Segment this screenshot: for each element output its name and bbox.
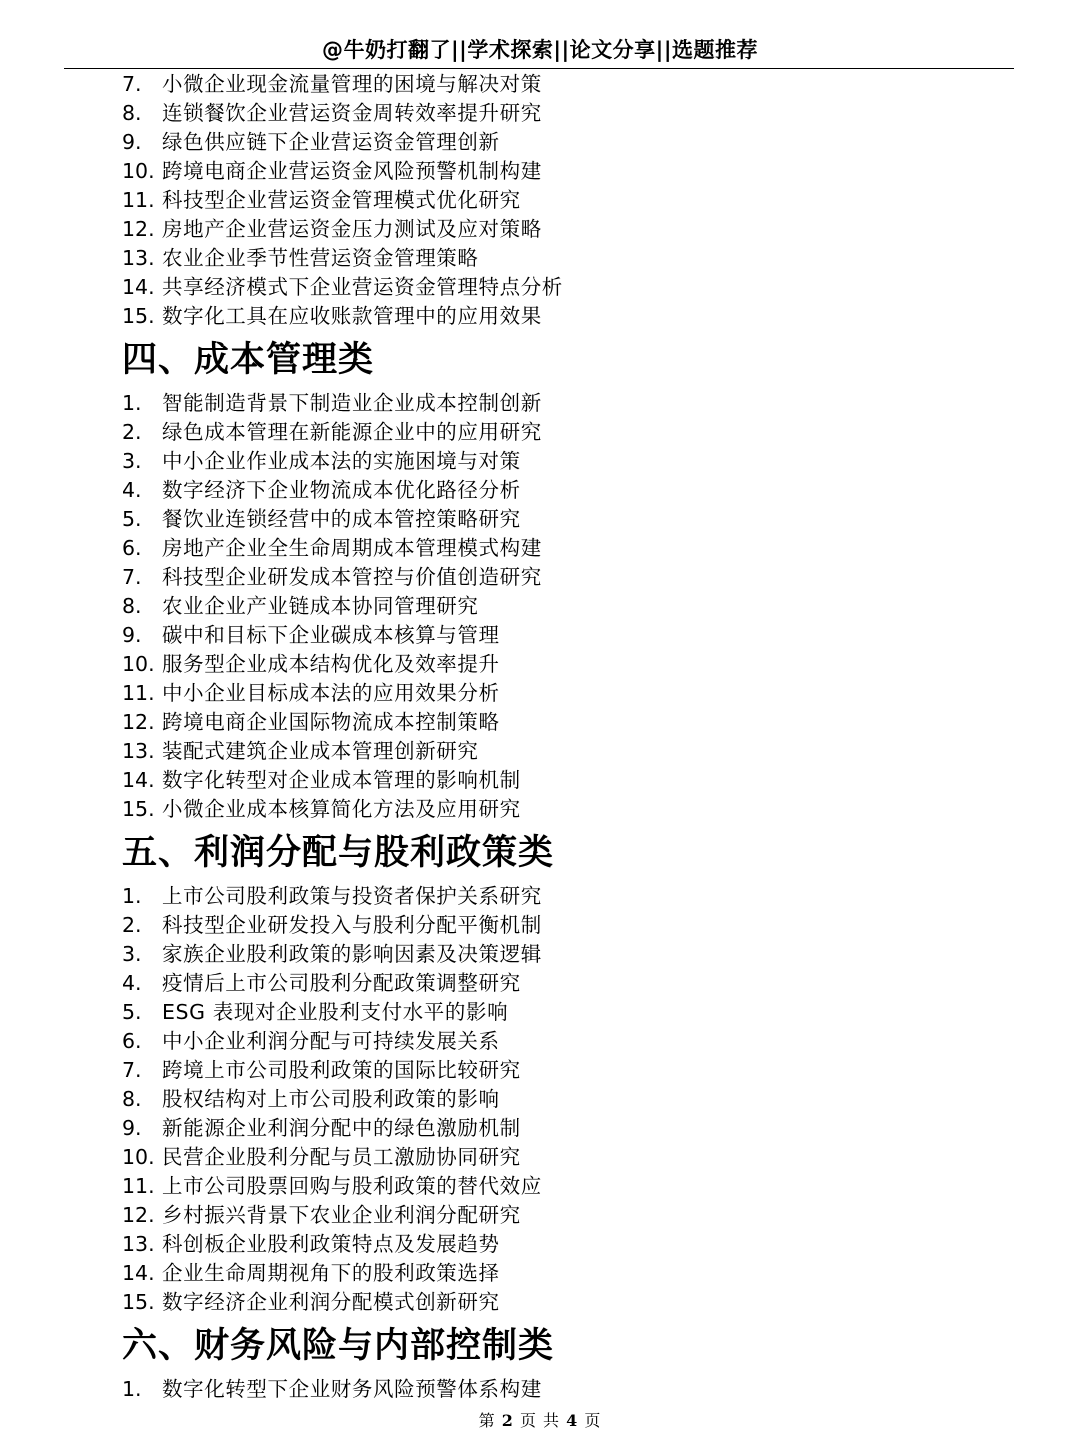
list-item	[122, 621, 1002, 650]
list-item	[122, 99, 1002, 128]
item-number: 13.	[122, 739, 155, 763]
item-number: 7.	[122, 72, 142, 96]
item-number: 11.	[122, 188, 155, 212]
item-text: 跨境电商企业国际物流成本控制策略	[162, 710, 500, 734]
item-text: 农业企业季节性营运资金管理策略	[162, 246, 479, 270]
list-item	[122, 1027, 1002, 1056]
item-number: 14.	[122, 275, 155, 299]
footer-middle: 页 共	[519, 1411, 561, 1430]
list-item	[122, 766, 1002, 795]
list-item	[122, 447, 1002, 476]
list-item	[122, 882, 1002, 911]
list-item	[122, 563, 1002, 592]
item-number: 13.	[122, 1232, 155, 1256]
item-number: 15.	[122, 797, 155, 821]
item-number: 10.	[122, 159, 155, 183]
item-text: 餐饮业连锁经营中的成本管控策略研究	[162, 507, 521, 531]
item-number: 3.	[122, 942, 142, 966]
total-page-count: 4	[566, 1411, 579, 1430]
item-text: 数字经济下企业物流成本优化路径分析	[162, 478, 521, 502]
item-number: 6.	[122, 1029, 142, 1053]
item-text: 民营企业股利分配与员工激励协同研究	[162, 1145, 521, 1169]
item-number: 14.	[122, 768, 155, 792]
list-item	[122, 1230, 1002, 1259]
document-body	[122, 70, 1002, 1404]
item-text: 企业生命周期视角下的股利政策选择	[162, 1261, 500, 1285]
item-number: 4.	[122, 971, 142, 995]
header-divider	[64, 68, 1014, 69]
item-text: 绿色成本管理在新能源企业中的应用研究	[162, 420, 542, 444]
page-header: @牛奶打翻了||学术探索||论文分享||选题推荐	[321, 38, 759, 62]
item-number: 6.	[122, 536, 142, 560]
item-text: 碳中和目标下企业碳成本核算与管理	[162, 623, 500, 647]
list-item	[122, 650, 1002, 679]
list-item	[122, 737, 1002, 766]
list-item	[122, 1259, 1002, 1288]
item-text: 科创板企业股利政策特点及发展趋势	[162, 1232, 500, 1256]
item-text: 装配式建筑企业成本管理创新研究	[162, 739, 479, 763]
section	[122, 331, 1002, 824]
list-item	[122, 940, 1002, 969]
item-number: 9.	[122, 130, 142, 154]
item-number: 5.	[122, 1000, 142, 1024]
current-page-number: 2	[501, 1411, 514, 1430]
list-item	[122, 1085, 1002, 1114]
list-item	[122, 418, 1002, 447]
item-text: 数字经济企业利润分配模式创新研究	[162, 1290, 500, 1314]
item-text: 家族企业股利政策的影响因素及决策逻辑	[162, 942, 542, 966]
list-item	[122, 592, 1002, 621]
item-number: 7.	[122, 1058, 142, 1082]
item-text: 股权结构对上市公司股利政策的影响	[162, 1087, 500, 1111]
list-item	[122, 1143, 1002, 1172]
list-item	[122, 389, 1002, 418]
list-item	[122, 795, 1002, 824]
list-item	[122, 708, 1002, 737]
item-number: 3.	[122, 449, 142, 473]
item-number: 12.	[122, 1203, 155, 1227]
item-number: 2.	[122, 420, 142, 444]
item-number: 8.	[122, 1087, 142, 1111]
list-item	[122, 969, 1002, 998]
continued-topic-list	[122, 70, 1002, 331]
item-number: 12.	[122, 710, 155, 734]
list-item	[122, 505, 1002, 534]
section	[122, 824, 1002, 1317]
item-text: 连锁餐饮企业营运资金周转效率提升研究	[162, 101, 542, 125]
item-text: 数字化工具在应收账款管理中的应用效果	[162, 304, 542, 328]
item-number: 9.	[122, 623, 142, 647]
item-text: 上市公司股利政策与投资者保护关系研究	[162, 884, 542, 908]
item-text: 中小企业作业成本法的实施困境与对策	[162, 449, 521, 473]
list-item	[122, 1114, 1002, 1143]
item-text: 疫情后上市公司股利分配政策调整研究	[162, 971, 521, 995]
item-number: 1.	[122, 1377, 142, 1401]
item-number: 8.	[122, 594, 142, 618]
section-heading: 四、成本管理类	[122, 340, 375, 380]
item-text: 数字化转型对企业成本管理的影响机制	[162, 768, 521, 792]
item-number: 1.	[122, 884, 142, 908]
list-item	[122, 70, 1002, 99]
item-number: 15.	[122, 304, 155, 328]
item-text: 共享经济模式下企业营运资金管理特点分析	[162, 275, 563, 299]
item-text: 小微企业成本核算简化方法及应用研究	[162, 797, 521, 821]
item-number: 14.	[122, 1261, 155, 1285]
item-number: 4.	[122, 478, 142, 502]
item-text: 跨境电商企业营运资金风险预警机制构建	[162, 159, 542, 183]
list-item	[122, 128, 1002, 157]
list-item	[122, 1375, 1002, 1404]
item-text: 农业企业产业链成本协同管理研究	[162, 594, 479, 618]
item-number: 11.	[122, 1174, 155, 1198]
item-number: 10.	[122, 1145, 155, 1169]
item-text: 绿色供应链下企业营运资金管理创新	[162, 130, 500, 154]
item-text: 数字化转型下企业财务风险预警体系构建	[162, 1377, 542, 1401]
item-text: 中小企业目标成本法的应用效果分析	[162, 681, 500, 705]
item-text: 科技型企业研发投入与股利分配平衡机制	[162, 913, 542, 937]
item-number: 11.	[122, 681, 155, 705]
list-item	[122, 1288, 1002, 1317]
item-number: 12.	[122, 217, 155, 241]
item-number: 9.	[122, 1116, 142, 1140]
item-text: 房地产企业营运资金压力测试及应对策略	[162, 217, 542, 241]
list-item	[122, 273, 1002, 302]
section	[122, 1317, 1002, 1404]
list-item	[122, 157, 1002, 186]
section-heading: 六、财务风险与内部控制类	[122, 1326, 555, 1366]
list-item	[122, 911, 1002, 940]
list-item	[122, 679, 1002, 708]
section-heading: 五、利润分配与股利政策类	[122, 833, 555, 873]
list-item	[122, 215, 1002, 244]
item-number: 10.	[122, 652, 155, 676]
item-text: 科技型企业营运资金管理模式优化研究	[162, 188, 521, 212]
list-item	[122, 1201, 1002, 1230]
list-item	[122, 476, 1002, 505]
item-text: 小微企业现金流量管理的困境与解决对策	[162, 72, 542, 96]
list-item	[122, 1172, 1002, 1201]
item-text: 服务型企业成本结构优化及效率提升	[162, 652, 500, 676]
item-text: 智能制造背景下制造业企业成本控制创新	[162, 391, 542, 415]
item-number: 2.	[122, 913, 142, 937]
footer-prefix: 第	[478, 1411, 496, 1430]
item-number: 5.	[122, 507, 142, 531]
item-text: 跨境上市公司股利政策的国际比较研究	[162, 1058, 521, 1082]
item-text: 上市公司股票回购与股利政策的替代效应	[162, 1174, 542, 1198]
item-number: 13.	[122, 246, 155, 270]
item-number: 8.	[122, 101, 142, 125]
item-number: 7.	[122, 565, 142, 589]
item-text: 房地产企业全生命周期成本管理模式构建	[162, 536, 542, 560]
list-item	[122, 186, 1002, 215]
footer-suffix: 页	[584, 1411, 602, 1430]
list-item	[122, 302, 1002, 331]
section-list	[122, 331, 1002, 1404]
item-text: ESG 表现对企业股利支付水平的影响	[162, 1000, 509, 1024]
item-text: 新能源企业利润分配中的绿色激励机制	[162, 1116, 521, 1140]
list-item	[122, 534, 1002, 563]
item-number: 1.	[122, 391, 142, 415]
list-item	[122, 998, 1002, 1027]
list-item	[122, 244, 1002, 273]
page-footer	[0, 1408, 1080, 1431]
list-item	[122, 1056, 1002, 1085]
item-text: 乡村振兴背景下农业企业利润分配研究	[162, 1203, 521, 1227]
item-text: 中小企业利润分配与可持续发展关系	[162, 1029, 500, 1053]
item-text: 科技型企业研发成本管控与价值创造研究	[162, 565, 542, 589]
item-number: 15.	[122, 1290, 155, 1314]
